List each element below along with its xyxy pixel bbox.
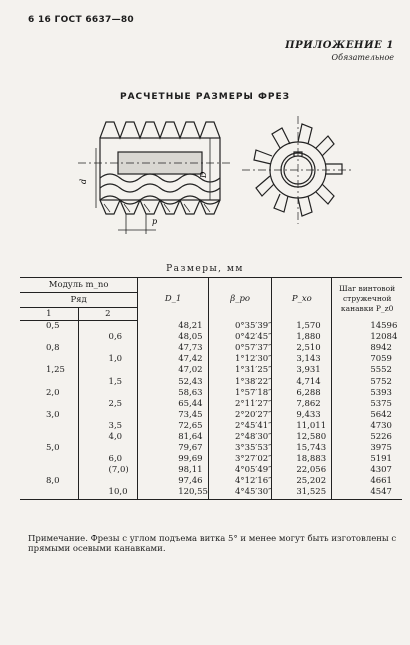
cell-beta: 3°27′02″ [208, 454, 271, 465]
page-header: 6 16 ГОСТ 6637—80 [28, 15, 134, 25]
header-ryad-1: 1 [20, 308, 78, 321]
header-shag: Шаг винтовой стружечной канавки P_z0 [332, 278, 402, 321]
cell-beta: 0°42′45″ [208, 332, 271, 343]
cell-r1 [20, 332, 78, 343]
appendix-block [285, 40, 394, 62]
cell-pz: 5226 [332, 432, 402, 443]
table-row [20, 321, 402, 333]
cell-r1 [20, 487, 78, 499]
cell-pz: 8942 [332, 343, 402, 354]
cell-pxo: 3,143 [272, 354, 332, 365]
cell-beta: 4°05′49″ [208, 465, 271, 476]
table-row [20, 476, 402, 487]
cell-r2: 4,0 [78, 432, 138, 443]
cell-d1: 99,69 [138, 454, 209, 465]
header-d1: D_1 [138, 278, 209, 321]
cell-r1: 3,0 [46, 409, 60, 420]
cell-d1: 65,44 [138, 399, 209, 410]
cell-pz: 4547 [332, 487, 402, 499]
appendix-title: ПРИЛОЖЕНИЕ 1 [285, 40, 394, 51]
cell-pxo: 15,743 [272, 443, 332, 454]
cell-pz: 14596 [332, 321, 402, 333]
cell-r2: 1,0 [78, 354, 138, 365]
cell-pz: 3975 [332, 443, 402, 454]
cell-pxo: 11,011 [272, 421, 332, 432]
table-row [20, 487, 402, 499]
header-ryad: Ряд [20, 293, 138, 308]
cell-r2 [78, 343, 138, 354]
cell-r2: 2,5 [78, 399, 138, 410]
table-row [20, 443, 402, 454]
cell-pz: 5642 [332, 410, 402, 421]
cell-pxo: 9,433 [272, 410, 332, 421]
cell-beta: 2°48′30″ [208, 432, 271, 443]
cell-r1 [20, 465, 78, 476]
cell-beta: 4°12′16″ [208, 476, 271, 487]
cell-r1: 0,5 [46, 321, 60, 332]
cell-beta: 1°31′25″ [208, 365, 271, 376]
cell-beta: 2°45′41″ [208, 421, 271, 432]
cell-pxo: 1,570 [272, 321, 332, 333]
header-pxo: P_xo [272, 278, 332, 321]
table-row [20, 399, 402, 410]
cell-d1: 98,11 [138, 465, 209, 476]
cell-r1: 2,0 [46, 387, 60, 398]
cell-r2 [78, 410, 138, 421]
cell-beta: 0°57′37″ [208, 343, 271, 354]
cell-beta: 3°35′53″ [208, 443, 271, 454]
cell-beta: 1°12′30″ [208, 354, 271, 365]
label-p-xo: p [152, 217, 158, 226]
table-row [20, 376, 402, 387]
cell-r1: 0,8 [46, 343, 60, 354]
cell-pxo: 18,883 [272, 454, 332, 465]
cell-r2: 10,0 [78, 487, 138, 499]
table-row [20, 365, 402, 376]
cell-d1: 47,73 [138, 343, 209, 354]
cell-beta: 2°11′27″ [208, 399, 271, 410]
cell-r2: 1,5 [78, 376, 138, 387]
cell-d1: 97,46 [138, 476, 209, 487]
hob-cutter-drawing [60, 108, 360, 243]
cell-r1 [20, 376, 78, 387]
cell-r2: 0,6 [78, 332, 138, 343]
cell-pxo: 6,288 [272, 388, 332, 399]
cell-r1: 1,25 [46, 365, 65, 376]
cell-d1: 73,45 [138, 410, 209, 421]
cell-d1: 58,63 [138, 388, 209, 399]
cell-r2 [78, 388, 138, 399]
header-beta: β_po [208, 278, 271, 321]
label-d1: D [199, 171, 208, 178]
document-title: РАСЧЕТНЫЕ РАЗМЕРЫ ФРЕЗ [119, 92, 291, 102]
cell-pz: 5393 [332, 388, 402, 399]
table-row [20, 454, 402, 465]
cell-r2 [78, 365, 138, 376]
table-row [20, 388, 402, 399]
cell-r1 [20, 421, 78, 432]
header-module: Модуль m_no [20, 278, 138, 293]
cell-d1: 72,65 [138, 421, 209, 432]
table-row [20, 432, 402, 443]
cell-d1: 79,67 [138, 443, 209, 454]
cell-r1 [20, 354, 78, 365]
cell-pz: 5375 [332, 399, 402, 410]
table-caption: Размеры, мм [166, 264, 244, 274]
table-row [20, 465, 402, 476]
cell-pxo: 7,862 [272, 399, 332, 410]
cell-pxo: 25,202 [272, 476, 332, 487]
cell-d1: 48,21 [138, 321, 209, 333]
cell-beta: 1°57′18″ [208, 388, 271, 399]
cell-r2: 3,5 [78, 421, 138, 432]
cell-r1: 8,0 [46, 476, 60, 487]
cell-d1: 81,64 [138, 432, 209, 443]
cell-r2: (7,0) [78, 465, 138, 476]
cell-r2 [78, 476, 138, 487]
appendix-subtitle: Обязательное [331, 53, 394, 62]
table-row [20, 354, 402, 365]
cell-r1: 5,0 [46, 443, 60, 454]
cell-pxo: 3,931 [272, 365, 332, 376]
cell-beta: 1°38′22″ [208, 376, 271, 387]
cell-pxo: 4,714 [272, 376, 332, 387]
table-row [20, 343, 402, 354]
header-ryad-2: 2 [78, 308, 138, 321]
cell-r2: 6,0 [78, 454, 138, 465]
cell-pz: 5191 [332, 454, 402, 465]
cell-r1 [20, 454, 78, 465]
cell-pz: 4661 [332, 476, 402, 487]
cell-pz: 7059 [332, 354, 402, 365]
cell-pz: 4730 [332, 421, 402, 432]
dimensions-table [20, 277, 402, 500]
cell-d1: 52,43 [138, 376, 209, 387]
cell-beta: 4°45′30″ [208, 487, 271, 499]
cell-pxo: 2,510 [272, 343, 332, 354]
cell-r1 [20, 399, 78, 410]
table-row [20, 332, 402, 343]
cell-d1: 47,42 [138, 354, 209, 365]
cell-d1: 48,05 [138, 332, 209, 343]
cell-r1 [20, 432, 78, 443]
cell-d1: 47,02 [138, 365, 209, 376]
cell-pxo: 1,880 [272, 332, 332, 343]
cell-pxo: 22,056 [272, 465, 332, 476]
cell-beta: 0°35′39″ [208, 321, 271, 333]
note-text: Примечание. Фрезы с углом подъема витка 5° и менее могут быть изготовлены с прямыми осевыми канавками. [28, 534, 397, 554]
cell-r2 [78, 443, 138, 454]
table-row [20, 410, 402, 421]
label-d-po: d [79, 178, 88, 184]
table-row [20, 421, 402, 432]
cell-d1: 120,55 [138, 487, 209, 499]
cell-pz: 12084 [332, 332, 402, 343]
cell-pxo: 31,525 [272, 487, 332, 499]
cell-beta: 2°20′27″ [208, 410, 271, 421]
cell-pz: 5752 [332, 376, 402, 387]
cell-r2 [78, 321, 138, 333]
cell-pz: 4307 [332, 465, 402, 476]
cell-pxo: 12,580 [272, 432, 332, 443]
cell-pz: 5552 [332, 365, 402, 376]
